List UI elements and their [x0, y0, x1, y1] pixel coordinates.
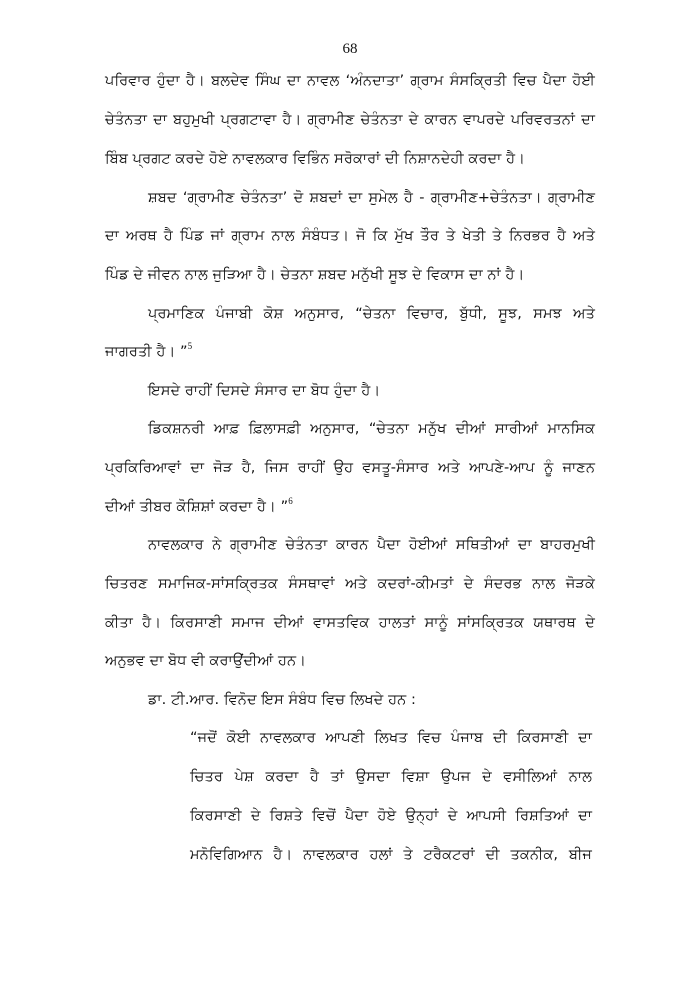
paragraph-line: ਡਿਕਸ਼ਨਰੀ ਆਫ਼ ਫ਼ਿਲਾਸਫ਼ੀ ਅਨੁਸਾਰ, “ਚੇਤਨਾ ਮਨੁੱਖ ਦੀਆਂ ਸਾਰੀਆਂ ਮਾਨਸਿਕ [148, 421, 595, 437]
footnote-marker: 6 [288, 496, 293, 506]
paragraph-line [105, 340, 595, 364]
paragraph-line: ਇਸਦੇ ਰਾਹੀਂ ਦਿਸਦੇ ਸੰਸਾਰ ਦਾ ਬੋਧ ਹੁੰਦਾ ਹੈ। [148, 383, 381, 399]
block-quote-line: “ਜਦੋਂ ਕੋਈ ਨਾਵਲਕਾਰ ਆਪਣੀ ਲਿਖਤ ਵਿਚ ਪੰਜਾਬ ਦੀ ਕਿਰਸਾਣੀ ਦਾ [190, 730, 592, 746]
paragraph-line: ਚਿਤਰਣ ਸਮਾਜਿਕ-ਸਾਂਸਕ੍ਰਿਤਕ ਸੰਸਥਾਵਾਂ ਅਤੇ ਕਦਰਾਂ-ਕੀਮਤਾਂ ਦੇ ਸੰਦਰਭ ਨਾਲ ਜੋੜਕੇ [105, 576, 595, 592]
paragraph-line: ਨਾਵਲਕਾਰ ਨੇ ਗ੍ਰਾਮੀਣ ਚੇਤੰਨਤਾ ਕਾਰਨ ਪੈਦਾ ਹੋਈਆਂ ਸਥਿਤੀਆਂ ਦਾ ਬਾਹਰਮੁਖੀ [148, 537, 595, 553]
quote-end-text: ਜਾਗਰਤੀ ਹੈ। ” [105, 344, 188, 360]
paragraph-line: ਪ੍ਰਮਾਣਿਕ ਪੰਜਾਬੀ ਕੋਸ਼ ਅਨੁਸਾਰ, “ਚੇਤਨਾ ਵਿਚਾਰ, ਬੁੱਧੀ, ਸੂਝ, ਸਮਝ ਅਤੇ [148, 306, 595, 322]
footnote-marker: 5 [187, 341, 193, 351]
paragraph-line: ਚੇਤੰਨਤਾ ਦਾ ਬਹੁਮੁਖੀ ਪ੍ਰਗਟਾਵਾ ਹੈ। ਗ੍ਰਾਮੀਣ ਚੇਤੰਨਤਾ ਦੇ ਕਾਰਨ ਵਾਪਰਦੇ ਪਰਿਵਰਤਨਾਂ ਦਾ [105, 112, 595, 128]
block-quote-line: ਚਿਤਰ ਪੇਸ਼ ਕਰਦਾ ਹੈ ਤਾਂ ਉਸਦਾ ਵਿਸ਼ਾ ਉਪਜ ਦੇ ਵਸੀਲਿਆਂ ਨਾਲ [190, 769, 592, 785]
block-quote-line: ਮਨੋਵਿਗਿਆਨ ਹੈ। ਨਾਵਲਕਾਰ ਹਲਾਂ ਤੇ ਟਰੈਕਟਰਾਂ ਦੀ ਤਕਨੀਕ, ਬੀਜ [190, 847, 592, 863]
paragraph-line: ਅਨੁਭਵ ਦਾ ਬੋਧ ਵੀ ਕਰਾਉਂਦੀਆਂ ਹਨ। [105, 653, 307, 669]
paragraph-line: ਪ੍ਰਕਿਰਿਆਵਾਂ ਦਾ ਜੋੜ ਹੈ, ਜਿਸ ਰਾਹੀਂ ਉਹ ਵਸਤੂ-ਸੰਸਾਰ ਅਤੇ ਆਪਣੇ-ਆਪ ਨੂੰ ਜਾਣਨ [105, 460, 595, 476]
paragraph-line: ਬਿੰਬ ਪ੍ਰਗਟ ਕਰਦੇ ਹੋਏ ਨਾਵਲਕਾਰ ਵਿਭਿੰਨ ਸਰੋਕਾਰਾਂ ਦੀ ਨਿਸ਼ਾਨਦੇਹੀ ਕਰਦਾ ਹੈ। [105, 151, 525, 167]
paragraph-line: ਡਾ. ਟੀ.ਆਰ. ਵਿਨੋਦ ਇਸ ਸੰਬੰਧ ਵਿਚ ਲਿਖਦੇ ਹਨ : [148, 692, 416, 708]
quote-end-text: ਦੀਆਂ ਤੀਬਰ ਕੋਸ਼ਿਸ਼ਾਂ ਕਰਦਾ ਹੈ। ” [105, 499, 289, 515]
paragraph-line: ਸ਼ਬਦ ‘ਗ੍ਰਾਮੀਣ ਚੇਤੰਨਤਾ’ ਦੋ ਸ਼ਬਦਾਂ ਦਾ ਸੁਮੇਲ ਹੈ - ਗ੍ਰਾਮੀਣ+ਚੇਤੰਨਤਾ। ਗ੍ਰਾਮੀਣ [148, 190, 595, 206]
paragraph-line: ਦਾ ਅਰਥ ਹੈ ਪਿੰਡ ਜਾਂ ਗ੍ਰਾਮ ਨਾਲ ਸੰਬੰਧਤ। ਜੋ ਕਿ ਮੁੱਖ ਤੌਰ ਤੇ ਖੇਤੀ ਤੇ ਨਿਰਭਰ ਹੈ ਅਤੇ [105, 228, 595, 244]
paragraph-line [105, 495, 595, 519]
paragraph-line: ਪਰਿਵਾਰ ਹੁੰਦਾ ਹੈ। ਬਲਦੇਵ ਸਿੰਘ ਦਾ ਨਾਵਲ ‘ਅੰਨਦਾਤਾ’ ਗ੍ਰਾਮ ਸੰਸਕ੍ਰਿਤੀ ਵਿਚ ਪੈਦਾ ਹੋਈ [105, 73, 595, 89]
page-number: 68 [342, 41, 358, 57]
paragraph-line: ਪਿੰਡ ਦੇ ਜੀਵਨ ਨਾਲ ਜੁੜਿਆ ਹੈ। ਚੇਤਨਾ ਸ਼ਬਦ ਮਨੁੱਖੀ ਸੂਝ ਦੇ ਵਿਕਾਸ ਦਾ ਨਾਂ ਹੈ। [105, 267, 525, 283]
paragraph-line: ਕੀਤਾ ਹੈ। ਕਿਰਸਾਣੀ ਸਮਾਜ ਦੀਆਂ ਵਾਸਤਵਿਕ ਹਾਲਤਾਂ ਸਾਨੂੰ ਸਾਂਸਕ੍ਰਿਤਕ ਯਥਾਰਥ ਦੇ [105, 615, 595, 631]
block-quote-line: ਕਿਰਸਾਣੀ ਦੇ ਰਿਸ਼ਤੇ ਵਿਚੋਂ ਪੈਦਾ ਹੋਏ ਉਨ੍ਹਾਂ ਦੇ ਆਪਸੀ ਰਿਸ਼ਤਿਆਂ ਦਾ [190, 808, 592, 824]
